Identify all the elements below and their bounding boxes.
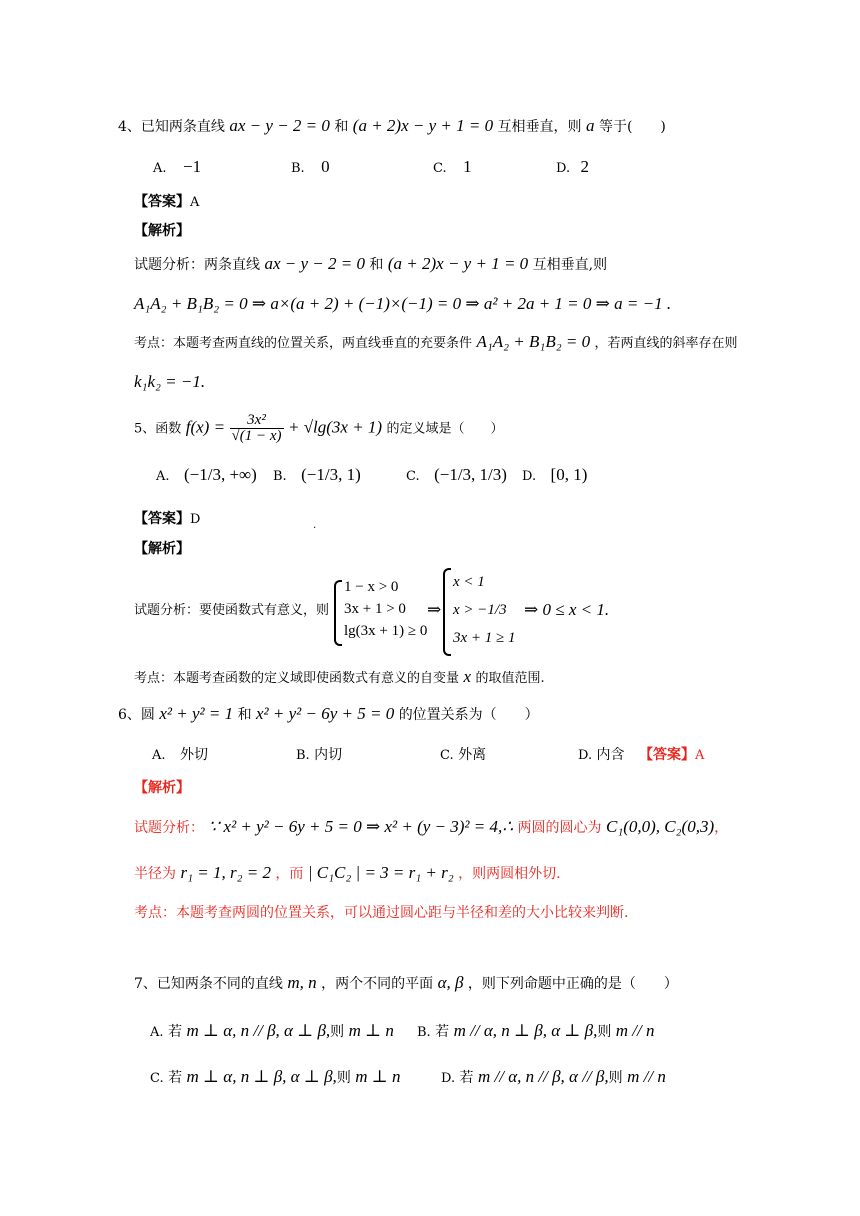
q7-option-d-label: D. — [441, 1071, 456, 1086]
q7-option-d-res: m // n — [627, 1067, 666, 1086]
q5-kaodian-post: 的取值范围. — [475, 671, 545, 686]
q6-option-b-label: B. — [296, 748, 310, 763]
q7-stem — [134, 973, 678, 994]
q5-system-2-row2: x > −1/3 — [453, 602, 507, 618]
q7-option-b-label: B. — [417, 1025, 431, 1040]
q5-system-1-row3: lg(3x + 1) ≥ 0 — [344, 623, 428, 639]
q4-option-b-label: B. — [291, 161, 305, 176]
q6-line1-pre: 试题分析： — [134, 820, 204, 836]
q5-kaodian-var: x — [463, 667, 472, 686]
q4-option-a — [153, 157, 201, 179]
q5-analysis-pre: 试题分析：要使函数式有意义，则 — [134, 603, 330, 618]
q4-eq1: ax − y − 2 = 0 — [229, 116, 330, 135]
q4-stem-text: 4、已知两条直线 — [118, 119, 225, 135]
q5-brace-1 — [334, 580, 342, 646]
q7-option-c-res: m ⊥ n — [355, 1067, 401, 1086]
q7-option-b-pre: 若 — [435, 1024, 450, 1040]
q5-plus-term: + √lg(3x + 1) — [287, 417, 383, 437]
q6-analysis-line2 — [134, 863, 561, 884]
q5-analysis-text — [134, 600, 329, 621]
q5-result: ⇒ 0 ≤ x < 1. — [524, 600, 610, 619]
q6-stem-post: 的位置关系为（ ） — [398, 707, 539, 723]
q4-option-c — [433, 157, 472, 179]
q5-stray-dot: . — [313, 520, 317, 531]
q6-line2-pre: 半径为 — [134, 866, 176, 882]
q4-mid: 和 — [334, 119, 349, 135]
q6-option-b-value: 内切 — [314, 747, 343, 763]
q6-option-a-label: A. — [152, 748, 166, 763]
q6-stem-text: 6、圆 — [118, 707, 155, 723]
q6-line2-post: ，则两圆相外切. — [458, 866, 561, 882]
q7-option-b — [417, 1021, 655, 1043]
q4-kaodian-text: 考点：本题考查两直线的位置关系，两直线垂直的充要条件 — [134, 336, 473, 351]
q5-stem-text: 5、函数 — [134, 421, 182, 437]
q7-option-a-cond: m ⊥ α, n // β, α ⊥ β, — [186, 1021, 331, 1040]
q4-analysis-eq2: (a + 2)x − y + 1 = 0 — [387, 254, 529, 273]
q4-derivation — [134, 294, 671, 315]
q5-option-d-label: D. — [522, 469, 537, 484]
q5-brace-2 — [443, 568, 451, 656]
q5-option-c-label: C. — [406, 469, 420, 484]
q4-stem-end: 等于( ) — [598, 119, 666, 135]
q6-option-c — [440, 745, 486, 766]
q4-option-c-value: 1 — [463, 157, 472, 176]
q4-option-d-label: D. — [556, 161, 571, 176]
q7-option-a — [150, 1021, 394, 1043]
q5-system-1 — [344, 576, 427, 642]
q6-line1-mid: 两圆的圆心为 — [517, 820, 602, 836]
q4-stem — [118, 116, 666, 137]
q5-stem-post: 的定义域是（ ） — [386, 421, 504, 437]
q5-kaodian — [134, 667, 545, 689]
q4-analysis-tag: 【解析】 — [134, 223, 190, 239]
q5-option-a-value: (−1/3, +∞) — [183, 465, 257, 484]
q7-lines: m, n — [287, 973, 317, 992]
q6-eq1: x² + y² = 1 — [159, 704, 234, 723]
q6-answer-value: A — [695, 748, 705, 763]
q6-option-d-label: D. — [578, 748, 593, 763]
q7-option-c — [150, 1067, 401, 1089]
q6-analysis-tag: 【解析】 — [134, 780, 190, 796]
q4-option-b — [291, 157, 330, 179]
q4-option-d-value: 2 — [580, 157, 590, 176]
q6-option-b — [296, 745, 342, 766]
q6-option-d-value: 内含 — [596, 747, 625, 763]
q7-option-a-res: m ⊥ n — [348, 1021, 394, 1040]
q6-option-c-value: 外离 — [458, 747, 487, 763]
q4-var: a — [586, 116, 595, 135]
q6-line1-centers: C₁(0,0), C₂(0,3) — [605, 817, 715, 836]
q7-option-c-pre: 若 — [168, 1070, 183, 1086]
q7-stem-text: 7、已知两条不同的直线 — [134, 976, 283, 992]
q5-fraction — [230, 413, 284, 444]
q5-option-c-value: (−1/3, 1/3) — [434, 465, 507, 484]
q5-fraction-num: 3x² — [230, 413, 284, 429]
q5-option-d-value: [0, 1) — [550, 465, 588, 484]
q4-analysis-line1 — [134, 254, 607, 275]
q6-stem — [118, 704, 539, 725]
q5-option-c — [406, 465, 507, 487]
q5-option-b-label: B. — [273, 469, 287, 484]
q7-option-d-cond: m // α, n // β, α // β, — [478, 1067, 609, 1086]
q7-planes: α, β — [437, 973, 464, 992]
q5-option-b — [273, 465, 361, 487]
q6-mid: 和 — [237, 707, 252, 723]
q7-option-b-cond: m // α, n ⊥ β, α ⊥ β, — [453, 1021, 598, 1040]
q6-option-d — [578, 745, 704, 766]
q7-stem-mid: ，两个不同的平面 — [321, 976, 434, 992]
q4-derivation-math: A₁A₂ + B₁B₂ = 0 ⇒ a×(a + 2) + (−1)×(−1) = 0 ⇒ a² + 2a + 1 = 0 ⇒ a = −1 . — [134, 294, 672, 313]
q6-line2-radii: r₁ = 1, r₂ = 2 — [180, 863, 271, 882]
q4-option-b-value: 0 — [321, 157, 330, 176]
q7-option-d-then: 则 — [608, 1070, 623, 1086]
q5-kaodian-text: 考点：本题考查函数的定义域即使函数式有意义的自变量 — [134, 671, 460, 686]
q4-answer-tag: 【答案】 — [134, 194, 190, 210]
q4-option-d — [556, 157, 589, 179]
q6-kaodian: 考点：本题考查两圆的位置关系，可以通过圆心距与半径和差的大小比较来判断. — [134, 905, 629, 921]
q4-kaodian-post: ，若两直线的斜率存在则 — [594, 336, 738, 351]
q6-option-a-value: 外切 — [179, 747, 208, 763]
q7-option-a-pre: 若 — [167, 1024, 182, 1040]
q6-answer-tag: 【答案】 — [639, 747, 695, 763]
q6-option-c-label: C. — [440, 748, 454, 763]
q6-option-a — [152, 745, 208, 766]
q4-analysis-post: 互相垂直,则 — [532, 257, 608, 273]
q4-kaodian-eq: A₁A₂ + B₁B₂ = 0 — [476, 332, 591, 351]
q7-option-c-label: C. — [150, 1071, 164, 1086]
q4-kaodian — [134, 332, 738, 354]
q4-stem-post: 互相垂直，则 — [497, 119, 582, 135]
q5-system-1-row2: 3x + 1 > 0 — [344, 601, 406, 617]
q7-option-b-then: 则 — [597, 1024, 612, 1040]
q6-line2-mid: ，而 — [275, 866, 304, 882]
q6-eq2: x² + y² − 6y + 5 = 0 — [256, 704, 395, 723]
q4-answer-value: A — [190, 195, 200, 210]
q4-eq2: (a + 2)x − y + 1 = 0 — [352, 116, 494, 135]
q7-option-c-then: 则 — [336, 1070, 351, 1086]
q7-option-c-cond: m ⊥ α, n ⊥ β, α ⊥ β, — [186, 1067, 337, 1086]
q4-analysis-eq1: ax − y − 2 = 0 — [264, 254, 365, 273]
q5-analysis-tag: 【解析】 — [134, 541, 190, 557]
q4-kaodian-line2 — [134, 372, 205, 393]
q4-option-a-label: A. — [153, 161, 167, 176]
q4-kaodian-line2-math: k₁k₂ = −1. — [134, 372, 206, 391]
q7-option-d-pre: 若 — [459, 1070, 474, 1086]
q5-system-2-row1: x < 1 — [453, 574, 485, 590]
q5-system-2 — [453, 568, 516, 652]
q6-analysis-line1 — [134, 817, 728, 838]
q5-arrow: ⇒ — [427, 600, 442, 619]
q7-option-a-label: A. — [150, 1025, 164, 1040]
q4-option-c-label: C. — [433, 161, 447, 176]
q5-option-b-value: (−1/3, 1) — [301, 465, 361, 484]
q6-line2-dist: | C₁C₂ | = 3 = r₁ + r₂ — [307, 863, 454, 882]
q5-system-2-row3: 3x + 1 ≥ 1 — [453, 630, 516, 646]
q4-answer — [134, 192, 199, 213]
q5-system-1-row1: 1 − x > 0 — [344, 579, 399, 595]
q5-answer-tag: 【答案】 — [134, 511, 190, 527]
q4-analysis-mid: 和 — [369, 257, 384, 273]
q4-analysis-text: 试题分析：两条直线 — [134, 257, 260, 273]
q7-option-a-then: 则 — [330, 1024, 345, 1040]
q5-answer-value: D — [190, 512, 201, 527]
q5-option-a — [156, 465, 257, 487]
q5-option-d — [522, 465, 587, 487]
q7-option-d — [441, 1067, 666, 1089]
q6-line1-end: ， — [714, 820, 729, 836]
q5-stem — [134, 413, 504, 444]
q7-option-b-res: m // n — [615, 1021, 655, 1040]
q5-option-a-label: A. — [156, 469, 170, 484]
q6-line1-math: ∵ x² + y² − 6y + 5 = 0 ⇒ x² + (y − 3)² = 4,∴ — [208, 817, 514, 836]
q5-fraction-den: √(1 − x) — [231, 428, 282, 444]
q5-fx: f(x) = — [185, 417, 226, 437]
q4-option-a-value: −1 — [182, 157, 202, 176]
q7-stem-post: ，则下列命题中正确的是（ ） — [467, 976, 678, 992]
q5-answer — [134, 509, 200, 530]
